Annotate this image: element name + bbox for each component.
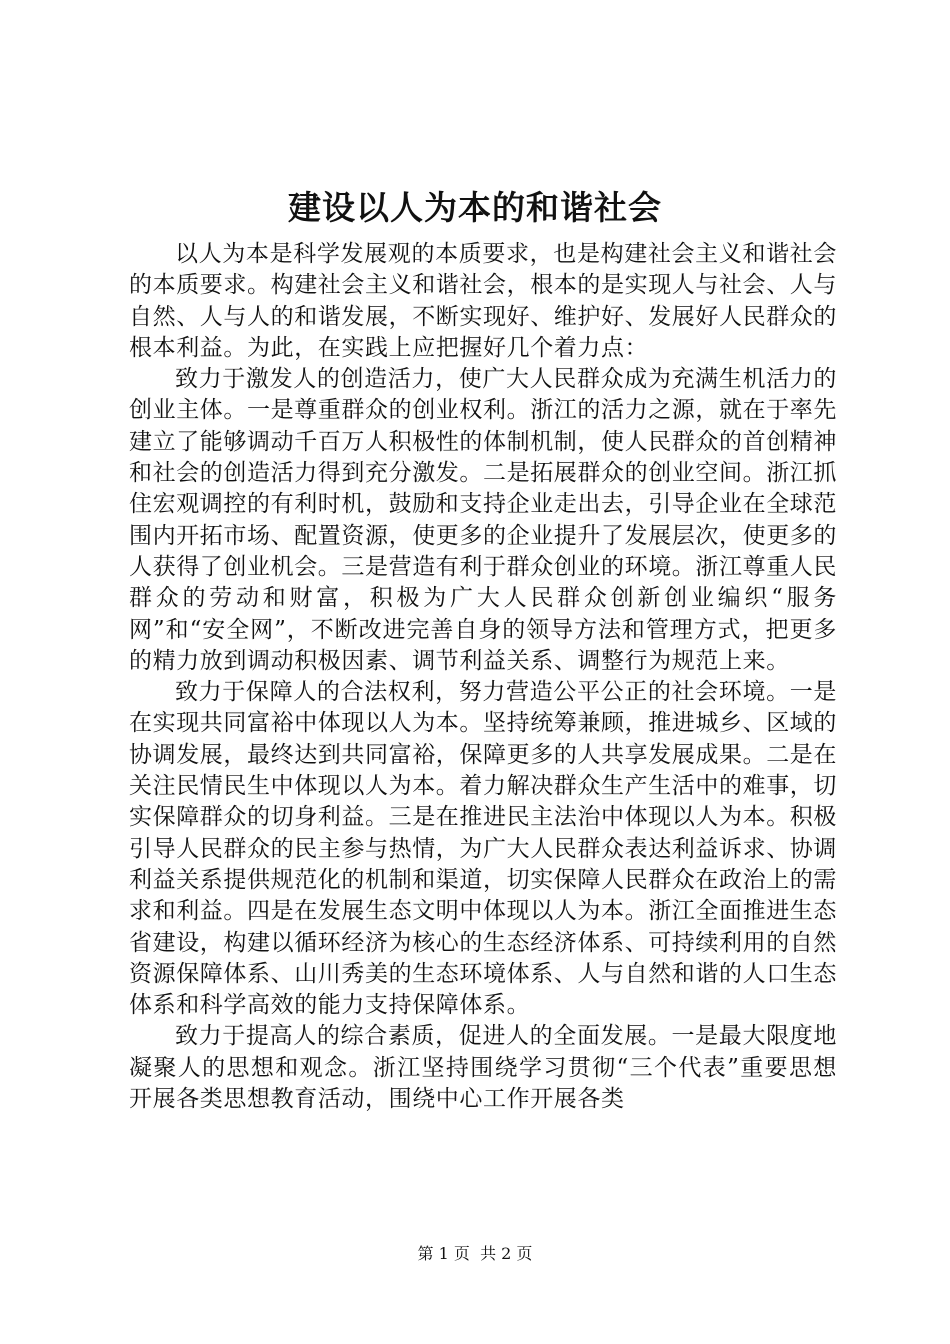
paragraph-3: 致力于保障人的合法权利，努力营造公平公正的社会环境。一是在实现共同富裕中体现以人为本。坚持统筹兼顾，推进城乡、区域的协调发展，最终达到共同富裕，保障更多的人共享发展成果。二是在关注民情民生中体现以人为本。着力解决群众生产生活中的难事，切实保障群众的切身利益。三是在推进民主法治中体现以人为本。积极引导人民群众的民主参与热情，为广大人民群众表达利益诉求、协调利益关系提供规范化的机制和渠道，切实保障人民群众在政治上的需求和利益。四是在发展生态文明中体现以人为本。浙江全面推进生态省建设，构建以循环经济为核心的生态经济体系、可持续利用的自然资源保障体系、山川秀美的生态环境体系、人与自然和谐的人口生态体系和科学高效的能力支持保障体系。 [129,679,837,1019]
page-footer [0,1243,950,1265]
paragraph-4: 致力于提高人的综合素质，促进人的全面发展。一是最大限度地凝聚人的思想和观念。浙江坚持围绕学习贯彻“三个代表”重要思想开展各类思想教育活动，围绕中心工作开展各类 [129,1023,837,1113]
paragraph-2: 致力于激发人的创造活力，使广大人民群众成为充满生机活力的创业主体。一是尊重群众的创业权利。浙江的活力之源，就在于率先建立了能够调动千百万人积极性的体制机制，使人民群众的首创精神和社会的创造活力得到充分激发。二是拓展群众的创业空间。浙江抓住宏观调控的有利时机，鼓励和支持企业走出去，引导企业在全球范围内开拓市场、配置资源，使更多的企业提升了发展层次，使更多的人获得了创业机会。三是营造有利于群众创业的环境。浙江尊重人民群众的劳动和财富，积极为广大人民群众创新创业编织“服务网”和“安全网”，不断改进完善自身的领导方法和管理方式，把更多的精力放到调动积极因素、调节利益关系、调整行为规范上来。 [129,366,837,674]
paragraph-1: 以人为本是科学发展观的本质要求，也是构建社会主义和谐社会的本质要求。构建社会主义和谐社会，根本的是实现人与社会、人与自然、人与人的和谐发展，不断实现好、维护好、发展好人民群众的根本利益。为此，在实践上应把握好几个着力点： [129,241,837,361]
document-body [129,239,837,1115]
document-title: 建设以人为本的和谐社会 [288,188,662,227]
page-number-label: 第 1 页 共 2 页 [417,1244,533,1263]
